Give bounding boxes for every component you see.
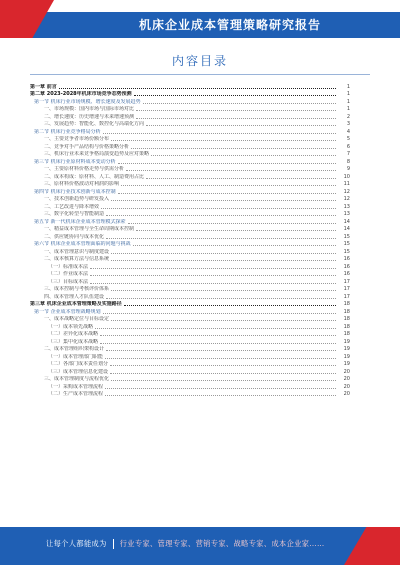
toc-page-number: 1 — [346, 91, 350, 97]
toc-leader-dots — [110, 373, 336, 374]
toc-leader-dots — [101, 208, 336, 209]
toc-page-number: 18 — [343, 316, 350, 322]
toc-leader-dots — [136, 230, 336, 231]
toc-page-number: 4 — [346, 128, 350, 135]
toc-leader-dots — [90, 283, 336, 284]
toc-leader-dots — [146, 125, 336, 126]
toc-leader-dots — [124, 305, 336, 306]
toc-entry[interactable] — [30, 151, 350, 159]
toc-page-number: 11 — [343, 181, 350, 187]
toc-entry[interactable] — [30, 218, 350, 226]
toc-entry-title: 一、市场规模：国内市场与国际市场对比 — [44, 106, 135, 112]
toc-leader-dots — [126, 170, 336, 171]
toc-entry-title: 二、增长速度：历史增速与未来增速预测 — [44, 113, 135, 120]
toc-leader-dots — [95, 328, 336, 329]
toc-divider — [30, 74, 370, 75]
toc-entry[interactable] — [30, 346, 350, 354]
toc-entry-title: （三）成本管理信息化建设 — [48, 368, 109, 375]
toc-page-number: 7 — [346, 151, 350, 157]
toc-entry[interactable] — [30, 316, 350, 324]
toc-entry-title: 三、发展趋势：智能化、数控化与高端化方向 — [44, 121, 145, 127]
toc-page-number: 18 — [343, 301, 350, 307]
toc-entry[interactable] — [30, 278, 350, 286]
toc-leader-dots — [106, 298, 336, 299]
toc-entry-title: 一、主要竞争者市场份额分布 — [44, 136, 110, 142]
toc-leader-dots — [100, 343, 336, 344]
toc-entry-title: 二、成本核算方法与信息系统 — [44, 256, 110, 262]
toc-entry-title: 第二节 机床行业竞争格局分析 — [34, 128, 101, 135]
toc-page-number: 12 — [343, 188, 350, 195]
toc-leader-dots — [136, 118, 336, 119]
toc-page-number: 13 — [343, 211, 350, 217]
toc-entry-title: 一、技术创新趋势与研发投入 — [44, 196, 110, 202]
toc-entry-title: 三、数字化转型与智能制造 — [44, 211, 105, 217]
toc-leader-dots — [133, 245, 336, 246]
toc-entry-title: 四、成本管理人才队伍建设 — [44, 293, 105, 300]
toc-entry[interactable] — [30, 391, 350, 399]
toc-entry-title: 二、供应链协同与成本优化 — [44, 233, 105, 240]
toc-page-number: 19 — [343, 361, 350, 367]
toc-leader-dots — [59, 88, 336, 89]
toc-heading: 内容目录 — [171, 54, 228, 68]
toc-entry[interactable] — [30, 106, 350, 114]
toc-page-number: 19 — [343, 353, 350, 360]
toc-leader-dots — [106, 215, 336, 216]
toc-entry-title: （二）各部门成本责任划分 — [48, 361, 109, 367]
toc-entry[interactable] — [30, 361, 350, 369]
toc-entry[interactable] — [30, 83, 350, 91]
toc-leader-dots — [90, 275, 336, 276]
toc-entry-title: 第一节 企业成本管理战略规划 — [34, 308, 101, 315]
toc-entry-title: 第一节 机床行业市场规模、增长速度及发展趋势 — [34, 98, 141, 105]
toc-page-number: 12 — [343, 196, 350, 202]
toc-entry[interactable] — [30, 338, 350, 346]
toc-entry[interactable] — [30, 368, 350, 376]
toc-leader-dots — [151, 155, 336, 156]
toc-page-number: 14 — [343, 218, 350, 225]
toc-page-number: 14 — [343, 226, 350, 232]
toc-entry[interactable] — [30, 331, 350, 339]
toc-entry[interactable] — [30, 323, 350, 331]
toc-leader-dots — [111, 290, 336, 291]
toc-entry[interactable] — [30, 263, 350, 271]
toc-leader-dots — [118, 193, 336, 194]
toc-entry[interactable] — [30, 301, 350, 309]
toc-page-number: 18 — [343, 323, 350, 330]
toc-page-number: 1 — [346, 98, 350, 105]
footer-slogan — [46, 537, 366, 551]
toc-entry-title: 一、精益成本管理与全生命周期成本控制 — [44, 226, 135, 232]
toc-leader-dots — [111, 320, 336, 321]
toc-leader-dots — [118, 163, 336, 164]
toc-leader-dots — [121, 185, 336, 186]
toc-entry[interactable] — [30, 308, 350, 316]
toc-page-number: 19 — [343, 346, 350, 352]
toc-entry[interactable] — [30, 256, 350, 264]
toc-entry[interactable] — [30, 128, 350, 136]
toc-page-number: 20 — [343, 376, 350, 382]
toc-entry-title: 一、成本管理意识与制度建设 — [44, 248, 110, 255]
toc-page-number: 10 — [343, 173, 350, 180]
toc-entry[interactable] — [30, 383, 350, 391]
toc-entry-title: 一、主要原材料价格走势与供需分析 — [44, 166, 125, 172]
toc-entry[interactable] — [30, 143, 350, 151]
toc-leader-dots — [106, 350, 336, 351]
toc-entry-title: 第六节 机床企业成本管理面临的问题与挑战 — [34, 241, 131, 247]
toc-entry[interactable] — [30, 353, 350, 361]
toc-entry-title: 二、成本管理组织架构设计 — [44, 346, 105, 352]
toc-leader-dots — [134, 95, 336, 96]
toc-leader-dots — [111, 260, 336, 261]
toc-page-number: 15 — [343, 248, 350, 255]
toc-entry-title: 第二章 2023-2028年机床市场竞争态势预测 — [30, 91, 132, 97]
toc-leader-dots — [105, 388, 336, 389]
toc-entry[interactable] — [30, 226, 350, 234]
toc-leader-dots — [111, 140, 336, 141]
toc-page-number: 19 — [343, 338, 350, 345]
toc-page-number: 9 — [346, 166, 350, 172]
report-title: 机床企业成本管理策略研究报告 — [138, 18, 321, 32]
toc-leader-dots — [143, 103, 336, 104]
toc-entry-title: 第四节 机床行业技术创新与成本控制 — [34, 188, 116, 195]
toc-leader-dots — [103, 133, 336, 134]
toc-page-number: 18 — [343, 308, 350, 315]
toc-entry[interactable] — [30, 166, 350, 174]
toc-page-number: 1 — [346, 106, 350, 112]
toc-page-number: 6 — [346, 143, 350, 150]
toc-leader-dots — [106, 238, 336, 239]
toc-entry[interactable] — [30, 203, 350, 211]
toc-entry-title: （二）作业成本法 — [48, 271, 89, 277]
toc-page-number: 15 — [343, 233, 350, 240]
toc-entry-title: 三、机床行业未来竞争格局演变趋势及应对策略 — [44, 151, 150, 157]
toc-entry[interactable] — [30, 233, 350, 241]
toc-page-number: 2 — [346, 113, 350, 120]
toc-entry[interactable] — [30, 113, 350, 121]
toc-entry-title: （一）成本管理部门职能 — [48, 353, 104, 360]
toc-page-number: 1 — [346, 83, 350, 90]
toc-leader-dots — [111, 200, 336, 201]
toc-leader-dots — [136, 110, 336, 111]
toc-leader-dots — [111, 380, 336, 381]
toc-leader-dots — [105, 395, 336, 396]
toc-entry-title: 三、成本控制与考核评价体系 — [44, 286, 110, 292]
toc-entry[interactable] — [30, 136, 350, 144]
toc-entry[interactable] — [30, 91, 350, 99]
toc-entry[interactable] — [30, 271, 350, 279]
footer-roles: 行业专家、管理专家、营销专家、战略专家、成本企业家…… — [119, 539, 325, 548]
toc-entry-title: 三、原材料价格波动对利润的影响 — [44, 181, 120, 187]
toc-leader-dots — [103, 313, 336, 314]
toc-entry-title: 二、工艺改进与降本增效 — [44, 203, 100, 210]
toc-entry-title: 三、成本管理制度与流程优化 — [44, 376, 110, 382]
toc-entry[interactable] — [30, 173, 350, 181]
toc-page-number: 8 — [346, 158, 350, 165]
toc-page-number: 17 — [343, 286, 350, 292]
toc-page-number: 17 — [343, 278, 350, 285]
toc-entry[interactable] — [30, 188, 350, 196]
toc-entry-title: （一）成本领先战略 — [48, 323, 94, 330]
toc-entry[interactable] — [30, 98, 350, 106]
footer-separator — [113, 539, 114, 549]
toc-leader-dots — [90, 268, 336, 269]
toc-entry[interactable] — [30, 376, 350, 384]
toc-entry-title: 第五节 新一代机床企业成本管理模式探索 — [34, 218, 126, 225]
toc-entry[interactable] — [30, 196, 350, 204]
toc-entry-title: （二）差异化成本战略 — [48, 331, 99, 337]
toc-entry[interactable] — [30, 211, 350, 219]
toc-entry-title: （三）目标成本法 — [48, 278, 89, 285]
toc-leader-dots — [110, 365, 336, 366]
toc-leader-dots — [105, 358, 336, 359]
toc-leader-dots — [111, 253, 336, 254]
toc-page-number: 18 — [343, 331, 350, 337]
toc-entry-title: 第一章 前言 — [30, 83, 57, 90]
toc-entry-title: （三）集中化成本战略 — [48, 338, 99, 345]
table-of-contents — [30, 83, 350, 398]
toc-page-number: 3 — [346, 121, 350, 127]
toc-page-number: 17 — [343, 293, 350, 300]
toc-page-number: 16 — [343, 263, 350, 270]
toc-page-number: 5 — [346, 136, 350, 142]
toc-entry-title: 一、成本战略定位与目标设定 — [44, 316, 110, 322]
toc-page-number: 20 — [343, 391, 350, 397]
toc-entry-title: 二、成本构成：原材料、人工、制造费用占比 — [44, 173, 145, 180]
toc-entry-title: 二、竞争对手产品结构与价格策略分析 — [44, 143, 130, 150]
page-header — [0, 0, 400, 38]
toc-leader-dots — [131, 148, 336, 149]
toc-page-number: 16 — [343, 271, 350, 277]
toc-entry-title: （一）采购成本管理流程 — [48, 383, 104, 390]
toc-page-number: 13 — [343, 203, 350, 210]
toc-leader-dots — [128, 223, 336, 224]
toc-page-number: 15 — [343, 241, 350, 247]
toc-leader-dots — [100, 335, 336, 336]
toc-entry-title: （一）标准成本法 — [48, 263, 89, 270]
toc-page-number: 20 — [343, 383, 350, 390]
toc-entry-title: 第三节 机床行业原材料成本变动分析 — [34, 158, 116, 165]
toc-entry[interactable] — [30, 286, 350, 294]
toc-entry[interactable] — [30, 121, 350, 129]
toc-entry[interactable] — [30, 181, 350, 189]
toc-entry[interactable] — [30, 158, 350, 166]
toc-entry[interactable] — [30, 241, 350, 249]
toc-leader-dots — [146, 178, 336, 179]
footer-prefix: 让每个人都能成为 — [46, 539, 107, 548]
toc-entry[interactable] — [30, 248, 350, 256]
toc-entry-title: （二）生产成本管理流程 — [48, 391, 104, 397]
toc-entry[interactable] — [30, 293, 350, 301]
toc-page-number: 20 — [343, 368, 350, 375]
toc-entry-title: 第三章 机床企业成本管理策略及实施路径 — [30, 301, 122, 307]
toc-page-number: 16 — [343, 256, 350, 262]
